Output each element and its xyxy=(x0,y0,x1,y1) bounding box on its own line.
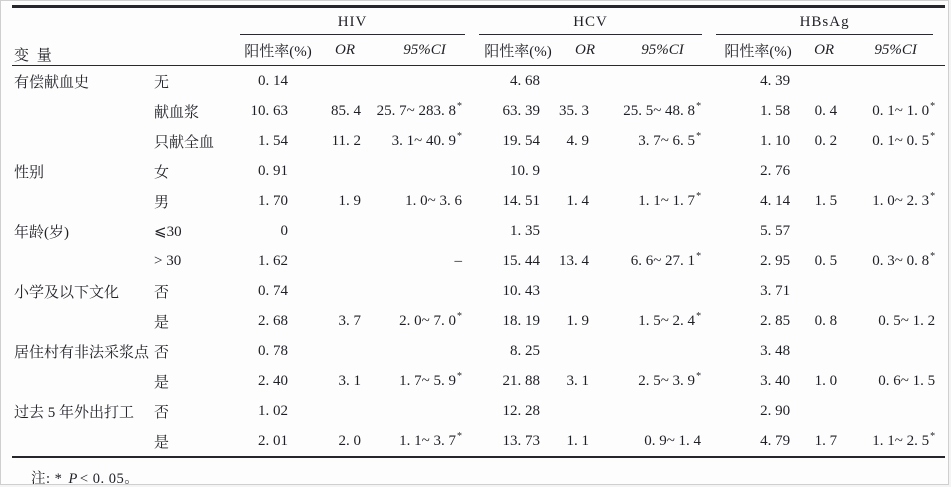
row-category: 只献全血 xyxy=(154,134,215,151)
hiv-odds-ratio xyxy=(318,276,372,306)
hcv-odds-ratio xyxy=(559,276,611,306)
significance-star: * xyxy=(930,100,936,112)
table-row xyxy=(12,276,945,306)
hcv-odds-ratio: 4. 9 xyxy=(566,132,590,149)
hiv-positive-rate: 1. 02 xyxy=(258,402,289,419)
hbsag-positive-rate: 1. 10 xyxy=(760,132,791,149)
hiv-positive-rate: 1. 70 xyxy=(258,192,289,209)
row-group-label xyxy=(12,426,152,457)
row-group-label xyxy=(12,366,152,396)
row-group-label xyxy=(12,96,152,126)
hiv-confidence-interval: 1. 0~ 3. 6 xyxy=(405,192,463,209)
hiv-odds-ratio: 1. 9 xyxy=(338,192,362,209)
hbsag-group-header xyxy=(714,7,945,36)
hcv-positive-rate: 4. 68 xyxy=(510,72,541,89)
hcv-positive-rate: 8. 25 xyxy=(510,342,541,359)
hiv-confidence-interval xyxy=(372,216,477,246)
row-group-label xyxy=(12,186,152,216)
hbsag-positive-rate: 1. 58 xyxy=(760,102,791,119)
hbsag-odds-ratio: 0. 5 xyxy=(814,252,838,269)
hbsag-odds-ratio: 0. 8 xyxy=(814,312,838,329)
row-group-label xyxy=(12,306,152,336)
hbsag-ci-header: 95%CI xyxy=(846,35,945,66)
hbsag-confidence-interval: 0. 1~ 0. 5* xyxy=(872,130,936,149)
hcv-positive-rate: 10. 9 xyxy=(510,162,541,179)
row-group-label: 居住村有非法采浆点 xyxy=(14,344,150,361)
hiv-positive-rate: 0. 14 xyxy=(258,72,289,89)
row-group-label: 小学及以下文化 xyxy=(14,284,120,301)
hbsag-odds-ratio: 1. 5 xyxy=(814,192,838,209)
footnote-prefix: 注: * xyxy=(31,471,67,485)
hbsag-group-label: HBsAg xyxy=(716,14,933,35)
hbsag-odds-ratio: 1. 7 xyxy=(814,432,838,449)
significance-star: * xyxy=(457,370,463,382)
hcv-confidence-interval: 1. 5~ 2. 4* xyxy=(638,310,702,329)
hbsag-positive-rate: 4. 39 xyxy=(760,72,791,89)
hcv-odds-ratio xyxy=(559,216,611,246)
significance-star: * xyxy=(696,100,702,112)
hcv-rate-header: 阳性率(%) xyxy=(477,35,559,66)
hcv-odds-ratio: 1. 4 xyxy=(566,192,590,209)
hiv-odds-ratio: 85. 4 xyxy=(331,102,362,119)
hiv-odds-ratio xyxy=(318,246,372,276)
hbsag-positive-rate: 4. 79 xyxy=(760,432,791,449)
hcv-odds-ratio xyxy=(559,66,611,97)
row-group-label xyxy=(12,246,152,276)
table-row xyxy=(12,216,945,246)
hiv-group-label: HIV xyxy=(240,14,465,35)
hiv-confidence-interval: 3. 1~ 40. 9* xyxy=(391,130,463,149)
hcv-confidence-interval: 3. 7~ 6. 5* xyxy=(638,130,702,149)
hiv-confidence-interval: – xyxy=(454,252,463,269)
significance-star: * xyxy=(696,250,702,262)
hcv-confidence-interval: 2. 5~ 3. 9* xyxy=(638,370,702,389)
row-group-label: 有偿献血史 xyxy=(14,74,90,91)
table-row xyxy=(12,156,945,186)
table-header xyxy=(12,7,945,66)
hcv-positive-rate: 21. 88 xyxy=(502,372,541,389)
hcv-confidence-interval xyxy=(611,156,714,186)
row-group-label: 年龄(岁) xyxy=(14,224,69,241)
hbsag-confidence-interval xyxy=(846,336,945,366)
hbsag-odds-ratio xyxy=(802,276,846,306)
hcv-confidence-interval xyxy=(611,66,714,97)
row-category: 是 xyxy=(154,434,170,451)
hcv-confidence-interval: 25. 5~ 48. 8* xyxy=(623,100,702,119)
hiv-positive-rate: 10. 63 xyxy=(250,102,289,119)
hbsag-confidence-interval: 1. 0~ 2. 3* xyxy=(872,190,936,209)
table-row xyxy=(12,336,945,366)
footnote xyxy=(31,467,948,485)
significance-star: * xyxy=(457,130,463,142)
row-category: 无 xyxy=(154,74,170,91)
footnote-p-symbol: P xyxy=(68,471,78,485)
row-category: ⩽30 xyxy=(154,223,182,240)
significance-star: * xyxy=(696,370,702,382)
table-row xyxy=(12,66,945,97)
hbsag-positive-rate: 2. 76 xyxy=(760,162,791,179)
hiv-positive-rate: 2. 68 xyxy=(258,312,289,329)
hiv-odds-ratio xyxy=(318,216,372,246)
hiv-positive-rate: 0. 74 xyxy=(258,282,289,299)
hiv-positive-rate: 1. 62 xyxy=(258,252,289,269)
hiv-positive-rate: 1. 54 xyxy=(258,132,289,149)
significance-star: * xyxy=(696,190,702,202)
row-category: 女 xyxy=(154,164,170,181)
hbsag-confidence-interval xyxy=(846,156,945,186)
hiv-odds-ratio: 3. 7 xyxy=(338,312,362,329)
hiv-rate-header: 阳性率(%) xyxy=(238,35,318,66)
hbsag-positive-rate: 3. 71 xyxy=(760,282,791,299)
hiv-odds-ratio: 2. 0 xyxy=(338,432,362,449)
hbsag-confidence-interval xyxy=(846,216,945,246)
hcv-odds-ratio: 35. 3 xyxy=(559,102,590,119)
hbsag-confidence-interval: 0. 5~ 1. 2 xyxy=(878,312,936,329)
row-category: 是 xyxy=(154,374,170,391)
significance-star: * xyxy=(696,130,702,142)
hcv-odds-ratio xyxy=(559,396,611,426)
hcv-positive-rate: 13. 73 xyxy=(502,432,541,449)
row-group-label xyxy=(12,126,152,156)
hbsag-confidence-interval: 0. 6~ 1. 5 xyxy=(878,372,936,389)
footnote-threshold: < 0. 05。 xyxy=(79,471,140,485)
hcv-positive-rate: 18. 19 xyxy=(502,312,541,329)
hiv-confidence-interval xyxy=(372,276,477,306)
table-row xyxy=(12,186,945,216)
table-row xyxy=(12,366,945,396)
hiv-positive-rate: 2. 40 xyxy=(258,372,289,389)
hiv-odds-ratio xyxy=(318,336,372,366)
hbsag-rate-header: 阳性率(%) xyxy=(714,35,802,66)
hiv-positive-rate: 2. 01 xyxy=(258,432,289,449)
row-group-label: 性别 xyxy=(14,164,45,181)
hbsag-positive-rate: 2. 85 xyxy=(760,312,791,329)
hcv-positive-rate: 14. 51 xyxy=(502,192,541,209)
hiv-odds-ratio: 3. 1 xyxy=(338,372,362,389)
hiv-odds-ratio: 11. 2 xyxy=(331,132,362,149)
row-category: > 30 xyxy=(154,252,182,269)
hiv-confidence-interval: 2. 0~ 7. 0* xyxy=(399,310,463,329)
hcv-odds-ratio: 1. 1 xyxy=(566,432,590,449)
hbsag-confidence-interval xyxy=(846,66,945,97)
hcv-confidence-interval xyxy=(611,336,714,366)
hiv-confidence-interval: 1. 1~ 3. 7* xyxy=(399,430,463,449)
hcv-positive-rate: 1. 35 xyxy=(510,222,541,239)
hbsag-positive-rate: 3. 40 xyxy=(760,372,791,389)
hbsag-confidence-interval xyxy=(846,396,945,426)
hcv-confidence-interval: 0. 9~ 1. 4 xyxy=(644,432,702,449)
significance-star: * xyxy=(930,190,936,202)
hiv-odds-ratio xyxy=(318,396,372,426)
row-category: 否 xyxy=(154,344,170,361)
table-row xyxy=(12,306,945,336)
hiv-odds-ratio xyxy=(318,156,372,186)
hbsag-odds-ratio: 1. 0 xyxy=(814,372,838,389)
hiv-confidence-interval xyxy=(372,336,477,366)
hcv-positive-rate: 15. 44 xyxy=(502,252,541,269)
hbsag-odds-ratio xyxy=(802,66,846,97)
hbsag-odds-ratio xyxy=(802,336,846,366)
hbsag-positive-rate: 2. 90 xyxy=(760,402,791,419)
hcv-confidence-interval xyxy=(611,216,714,246)
table-row xyxy=(12,126,945,156)
hbsag-odds-ratio xyxy=(802,156,846,186)
hbsag-or-header: OR xyxy=(802,35,846,66)
hcv-group-label: HCV xyxy=(479,14,702,35)
hcv-odds-ratio xyxy=(559,156,611,186)
hiv-ci-header: 95%CI xyxy=(372,35,477,66)
hcv-positive-rate: 19. 54 xyxy=(502,132,541,149)
row-group-label: 过去 5 年外出打工 xyxy=(14,404,135,421)
hbsag-odds-ratio xyxy=(802,396,846,426)
row-category: 否 xyxy=(154,284,170,301)
hcv-positive-rate: 12. 28 xyxy=(502,402,541,419)
hcv-odds-ratio: 13. 4 xyxy=(559,252,590,269)
hiv-confidence-interval: 1. 7~ 5. 9* xyxy=(399,370,463,389)
hcv-odds-ratio xyxy=(559,336,611,366)
hbsag-positive-rate: 2. 95 xyxy=(760,252,791,269)
hiv-positive-rate: 0. 78 xyxy=(258,342,289,359)
hbsag-positive-rate: 4. 14 xyxy=(760,192,791,209)
significance-star: * xyxy=(930,130,936,142)
hcv-confidence-interval xyxy=(611,396,714,426)
hcv-or-header: OR xyxy=(559,35,611,66)
hbsag-confidence-interval: 1. 1~ 2. 5* xyxy=(872,430,936,449)
hbsag-positive-rate: 5. 57 xyxy=(760,222,791,239)
variable-column-header: 变 量 xyxy=(12,7,238,66)
hiv-positive-rate: 0. 91 xyxy=(258,162,289,179)
hcv-positive-rate: 63. 39 xyxy=(502,102,541,119)
table-row xyxy=(12,96,945,126)
seroprevalence-table xyxy=(12,5,945,458)
significance-star: * xyxy=(457,100,463,112)
hiv-group-header xyxy=(238,7,477,36)
hbsag-odds-ratio: 0. 4 xyxy=(814,102,838,119)
hbsag-odds-ratio: 0. 2 xyxy=(814,132,838,149)
hbsag-odds-ratio xyxy=(802,216,846,246)
row-category: 献血浆 xyxy=(154,104,200,121)
significance-star: * xyxy=(457,310,463,322)
significance-star: * xyxy=(696,310,702,322)
hcv-confidence-interval: 6. 6~ 27. 1* xyxy=(630,250,702,269)
row-category: 是 xyxy=(154,314,170,331)
hiv-confidence-interval xyxy=(372,66,477,97)
hiv-confidence-interval xyxy=(372,396,477,426)
hiv-odds-ratio xyxy=(318,66,372,97)
row-category: 男 xyxy=(154,194,170,211)
significance-star: * xyxy=(457,430,463,442)
table-body xyxy=(12,66,945,458)
hcv-odds-ratio: 1. 9 xyxy=(566,312,590,329)
significance-star: * xyxy=(930,430,936,442)
hcv-group-header xyxy=(477,7,714,36)
row-category: 否 xyxy=(154,404,170,421)
hcv-positive-rate: 10. 43 xyxy=(502,282,541,299)
hiv-confidence-interval: 25. 7~ 283. 8* xyxy=(376,100,463,119)
hbsag-confidence-interval xyxy=(846,276,945,306)
significance-star: * xyxy=(930,250,936,262)
hcv-confidence-interval: 1. 1~ 1. 7* xyxy=(638,190,702,209)
hiv-positive-rate: 0 xyxy=(280,222,289,239)
hiv-or-header: OR xyxy=(318,35,372,66)
table-row xyxy=(12,246,945,276)
hbsag-positive-rate: 3. 48 xyxy=(760,342,791,359)
hcv-odds-ratio: 3. 1 xyxy=(566,372,590,389)
group-header-row xyxy=(12,7,945,36)
hcv-confidence-interval xyxy=(611,276,714,306)
hbsag-confidence-interval: 0. 3~ 0. 8* xyxy=(872,250,936,269)
table-row xyxy=(12,396,945,426)
hbsag-confidence-interval: 0. 1~ 1. 0* xyxy=(872,100,936,119)
table-row xyxy=(12,426,945,457)
hiv-confidence-interval xyxy=(372,156,477,186)
hcv-ci-header: 95%CI xyxy=(611,35,714,66)
